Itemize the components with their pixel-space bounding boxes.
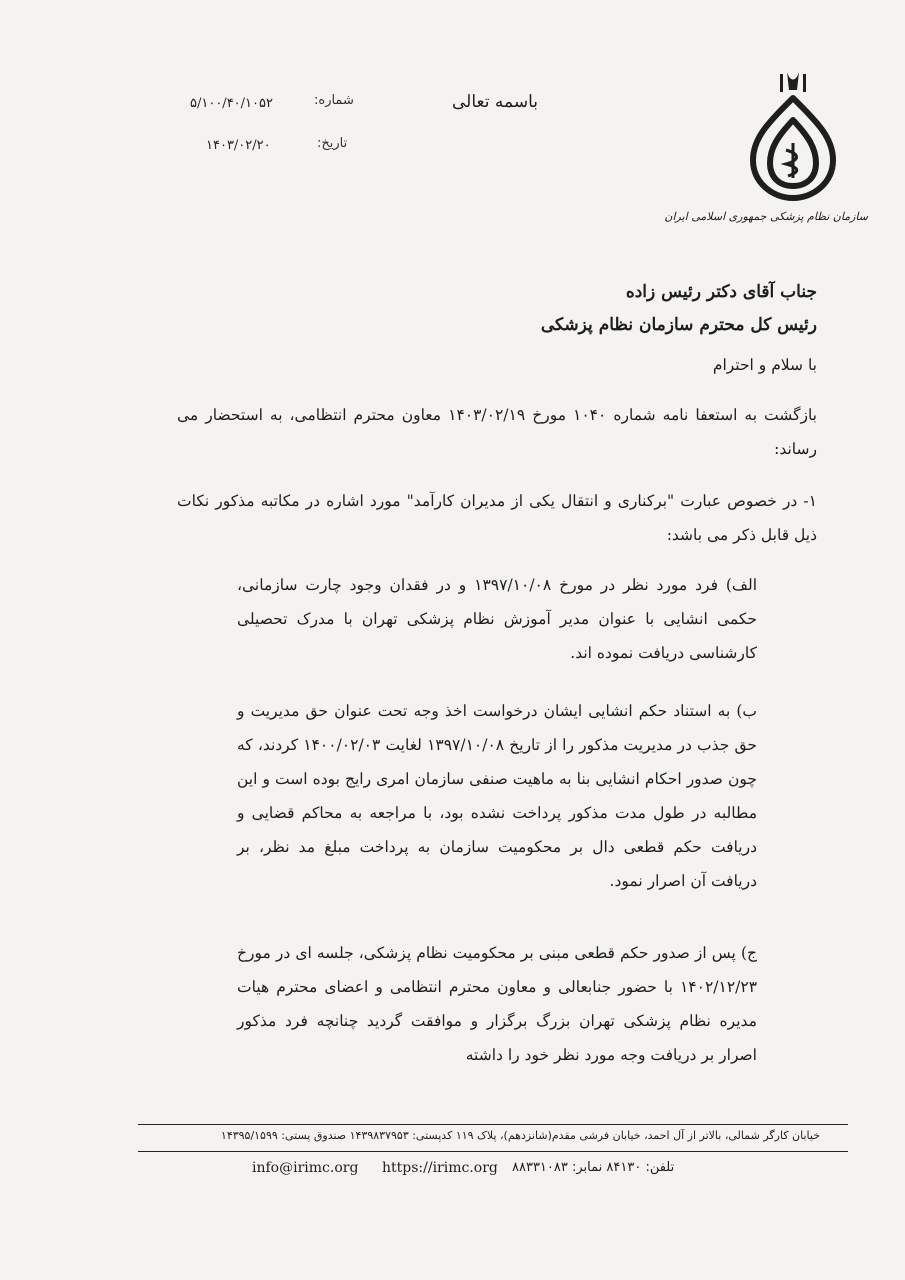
letter-number-label: شماره: [314,93,354,108]
item-che-paragraph: ج) پس از صدور حکم قطعی مبنی بر محکومیت نظام پزشکی، جلسه ای در مورخ ۱۴۰۲/۱۲/۲۳ با حضور جنابعالی و معاون محترم انتظامی و اعضای محترم هیات مدیره نظام پزشکی تهران بزرگ برگزار و موافقت گردید چنانچه فرد مذکور اصرار بر دریافت وجه مورد نظر خود را داشته [237,944,758,1065]
item-1-paragraph: ۱- در خصوص عبارت "برکناری و انتقال یکی از مدیران کارآمد" مورد اشاره در مکاتبه مذکور نکات ذیل قابل ذکر می باشد: [177,492,817,545]
letter-date-value: ۱۴۰۳/۰۲/۲۰ [206,138,271,153]
item-be-paragraph: ب) به استناد حکم انشایی ایشان درخواست اخذ وجه تحت عنوان حق مدیریت و حق جذب در مدیریت مذکور را از تاریخ ۱۳۹۷/۱۰/۰۸ لغایت ۱۴۰۰/۰۲/۰۳ کردند، که چون صدور احکام انشایی بنا به ماهیت صنفی سازمان امری رایج بوده است و این مطالبه در طول مدت مذکور پرداخت نشده بود، با مراجعه به محاکم قضایی و دریافت حکم قطعی دال بر محکومیت سازمان به پرداخت مبلغ مد نظر، بر دریافت آن اصرار نمود. [237,702,758,891]
footer-website-link[interactable]: https://irimc.org [382,1160,498,1176]
greeting: با سلام و احترام [712,356,817,374]
item-alef-paragraph: الف) فرد مورد نظر در مورخ ۱۳۹۷/۱۰/۰۸ و در فقدان وجود چارت سازمانی، حکمی انشایی با عنوان مدیر آموزش نظام پزشکی تهران با مدرک تحصیلی کارشناسی دریافت نموده اند. [237,576,758,663]
footer-email-link[interactable]: info@irimc.org [252,1160,359,1176]
org-name-caption: سازمان نظام پزشکی جمهوری اسلامی ایران [664,210,868,223]
footer-address: خیابان کارگر شمالی، بالاتر از آل احمد، خیابان فرشی مقدم(شانزدهم)، پلاک ۱۱۹ کدپستی: ۱۴۳۹۸۳۷۹۵۳ صندوق پستی: ۱۴۳۹۵/۱۵۹۹ [220,1129,820,1142]
letter-number-value: ۵/۱۰۰/۴۰/۱۰۵۲ [190,96,273,111]
footer-phone: تلفن: ۸۴۱۳۰ نمابر: ۸۸۳۳۱۰۸۳ [512,1160,675,1175]
recipient-title: رئیس کل محترم سازمان نظام پزشکی [540,315,817,335]
footer-bottom-rule [138,1151,848,1152]
letter-date-label: تاریخ: [317,136,348,151]
logo-emblem-icon [718,68,868,208]
recipient-name: جناب آقای دکتر رئیس زاده [625,282,817,302]
irimc-logo [664,68,868,238]
footer-top-rule [138,1124,848,1125]
bismillah-header: باسمه تعالی [452,92,538,112]
intro-paragraph: بازگشت به استعفا نامه شماره ۱۰۴۰ مورخ ۱۴۰۳/۰۲/۱۹ معاون محترم انتظامی، به استحضار می رساند: [177,406,817,459]
